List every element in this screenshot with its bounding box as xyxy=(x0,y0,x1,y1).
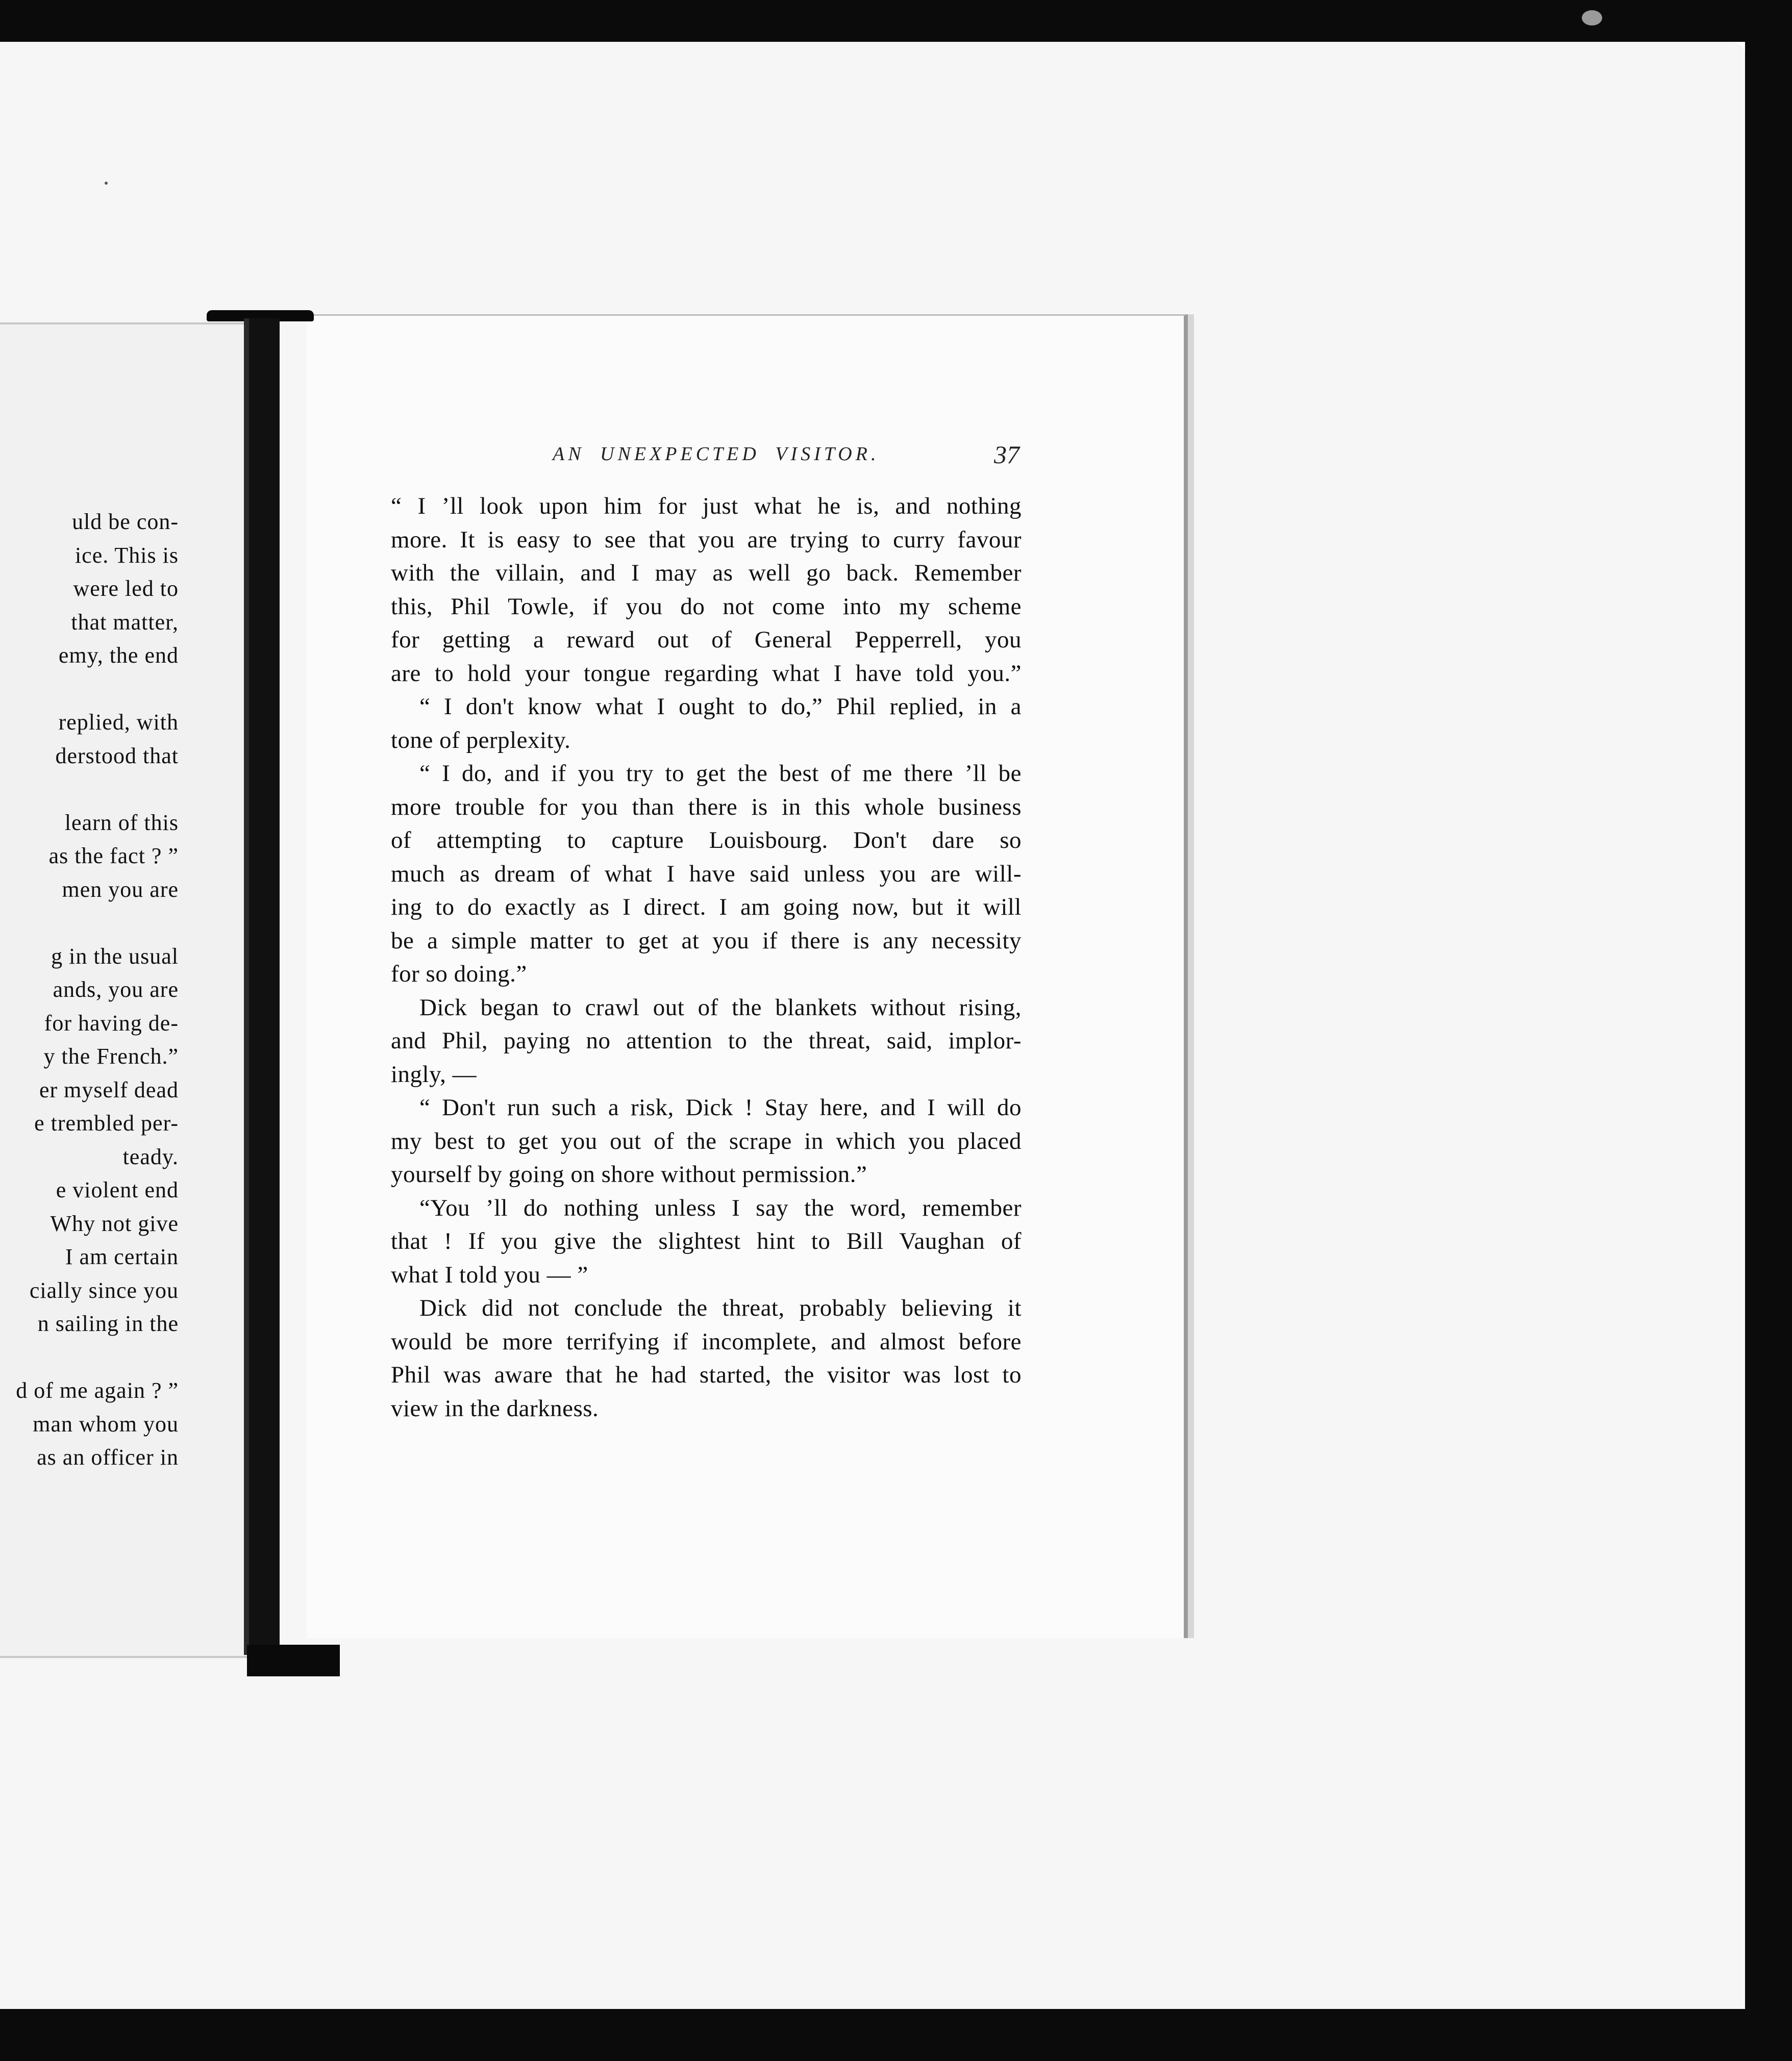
text-line xyxy=(0,772,179,806)
text-line: and Phil, paying no attention to the threat, said, implor- xyxy=(391,1027,1022,1054)
text-line: my best to get you out of the scrape in which you placed xyxy=(391,1127,1022,1154)
text-line: Phil was aware that he had started, the visitor was lost to xyxy=(391,1362,1022,1388)
text-line: for getting a reward out of General Pepperrell, you xyxy=(391,626,1022,653)
text-line: view in the darkness. xyxy=(391,1395,599,1422)
text-line: that matter, xyxy=(71,609,179,635)
text-line: ingly, — xyxy=(391,1061,477,1088)
text-line: ice. This is xyxy=(74,542,179,568)
scan-border-bottom xyxy=(0,2009,1792,2061)
text-line: as an officer in xyxy=(37,1445,179,1470)
text-line: Why not give xyxy=(50,1211,179,1236)
text-line: emy, the end xyxy=(58,643,179,668)
text-line: Dick did not conclude the threat, probably believing it xyxy=(419,1295,1022,1321)
text-line: er myself dead xyxy=(39,1077,179,1102)
text-line: uld be con- xyxy=(72,509,179,534)
scan-border-top xyxy=(0,0,1792,42)
left-page-text xyxy=(0,505,179,1474)
text-line: “ Don't run such a risk, Dick ! Stay here, and I will do xyxy=(419,1094,1022,1121)
text-line: ands, you are xyxy=(53,977,179,1002)
text-line: would be more terrifying if incomplete, and almost before xyxy=(391,1328,1022,1355)
text-line: men you are xyxy=(62,876,179,902)
page-body-text xyxy=(391,490,1022,1425)
text-line: were led to xyxy=(73,576,179,601)
text-line: “ I do, and if you try to get the best of me there ’ll be xyxy=(419,760,1022,787)
text-line: y the French.” xyxy=(43,1044,179,1069)
text-line: g in the usual xyxy=(51,943,179,969)
text-line xyxy=(0,672,179,706)
text-line: man whom you xyxy=(33,1411,179,1437)
text-line: I am certain xyxy=(65,1244,179,1269)
text-line xyxy=(0,906,179,940)
text-line: replied, with xyxy=(58,710,179,735)
text-line: are to hold your tongue regarding what I have told you.” xyxy=(391,660,1022,687)
text-line: what I told you — ” xyxy=(391,1261,588,1288)
text-line: “ I ’ll look upon him for just what he is, and nothing xyxy=(391,493,1022,519)
text-line: e violent end xyxy=(56,1177,179,1202)
text-line: yourself by going on shore without permission.” xyxy=(391,1161,867,1188)
text-line: “ I don't know what I ought to do,” Phil replied, in a xyxy=(419,693,1022,720)
text-line: for having de- xyxy=(44,1010,179,1036)
text-line: d of me again ? ” xyxy=(16,1378,179,1403)
text-line: of attempting to capture Louisbourg. Don't dare so xyxy=(391,827,1022,853)
text-line xyxy=(0,1341,179,1374)
text-line: for so doing.” xyxy=(391,961,527,987)
binder-clip-foot xyxy=(247,1645,340,1676)
text-line: more. It is easy to see that you are trying to curry favour xyxy=(391,526,1022,553)
text-line: with the villain, and I may as well go back. Remember xyxy=(391,560,1022,586)
text-line: that ! If you give the slightest hint to Bill Vaughan of xyxy=(391,1228,1022,1254)
dust-speck xyxy=(1582,10,1602,26)
text-line: n sailing in the xyxy=(37,1311,179,1336)
text-line: tone of perplexity. xyxy=(391,726,571,753)
scan-border-right xyxy=(1745,0,1792,2061)
left-page xyxy=(0,322,265,1658)
text-line: cially since you xyxy=(29,1277,179,1303)
text-line: learn of this xyxy=(64,810,179,835)
text-line: Dick began to crawl out of the blankets without rising, xyxy=(419,994,1022,1021)
text-line: teady. xyxy=(122,1144,179,1169)
text-line: be a simple matter to get at you if there is any necessity xyxy=(391,927,1022,954)
running-head: AN UNEXPECTED VISITOR. xyxy=(553,443,880,465)
text-line: as the fact ? ” xyxy=(48,843,179,868)
text-line: e trembled per- xyxy=(34,1111,179,1136)
text-line: this, Phil Towle, if you do not come into my scheme xyxy=(391,593,1022,620)
page-number: 37 xyxy=(994,440,1019,469)
text-line: much as dream of what I have said unless you are will- xyxy=(391,860,1022,887)
text-line: “You ’ll do nothing unless I say the word, remember xyxy=(419,1194,1022,1221)
text-line: ing to do exactly as I direct. I am going now, but it will xyxy=(391,894,1022,920)
text-line: more trouble for you than there is in this whole business xyxy=(391,793,1022,820)
binder-clip-stem xyxy=(244,318,280,1655)
dust-speck xyxy=(105,182,108,185)
text-line: derstood that xyxy=(55,743,179,768)
